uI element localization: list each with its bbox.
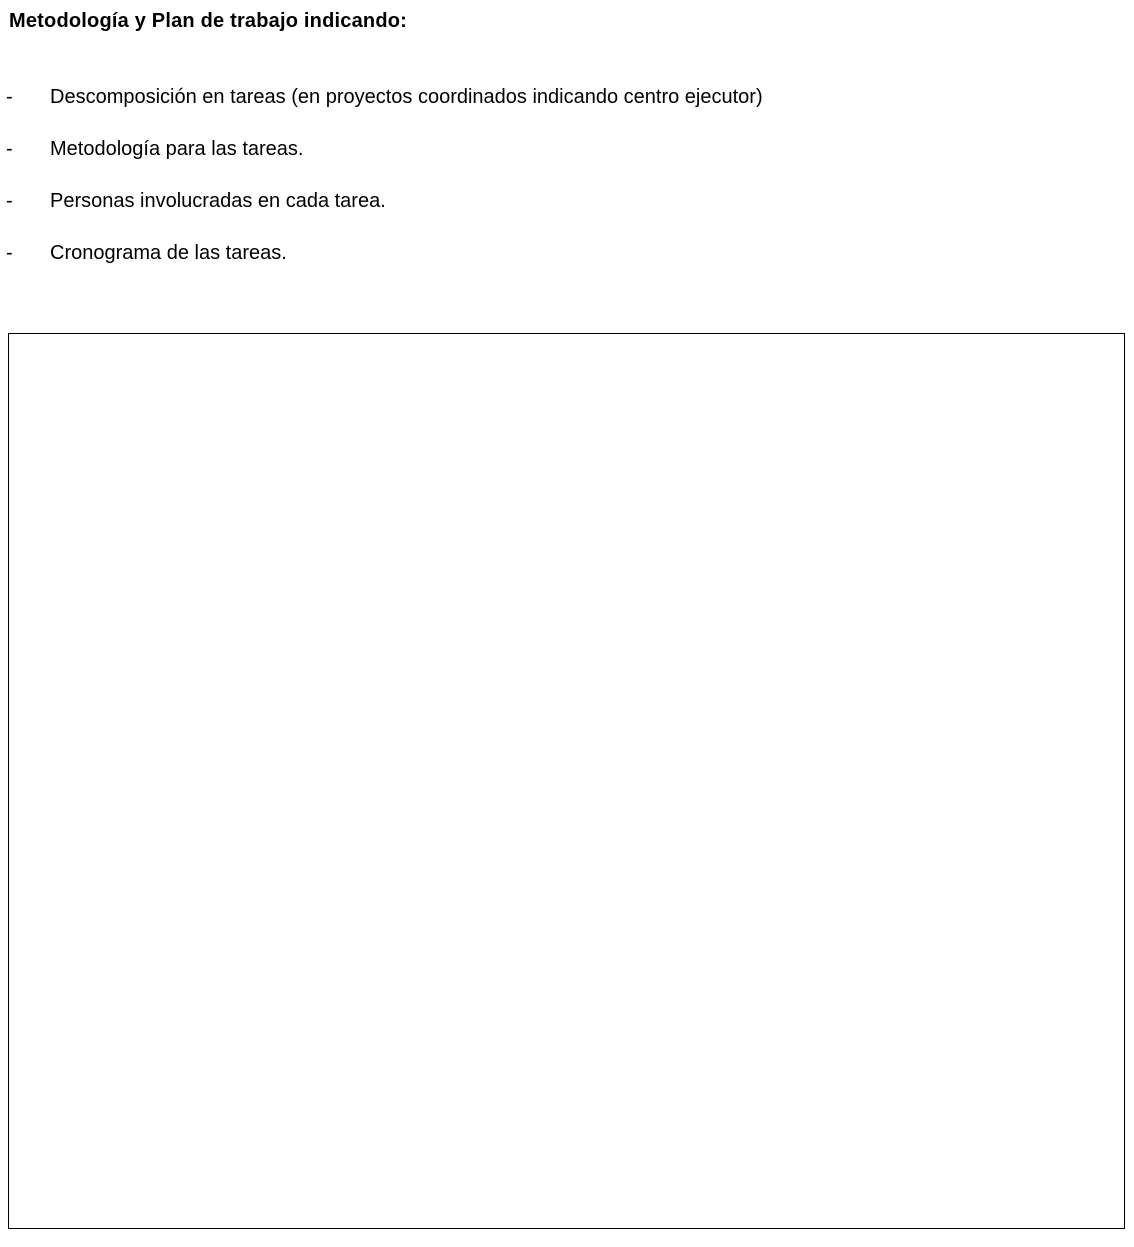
list-dash: - <box>6 138 13 160</box>
answer-box[interactable] <box>8 333 1125 1229</box>
list-item-text: Personas involucradas en cada tarea. <box>50 190 386 212</box>
list-item-text: Cronograma de las tareas. <box>50 242 287 264</box>
section-heading: Metodología y Plan de trabajo indicando: <box>9 10 408 32</box>
list-item-text: Metodología para las tareas. <box>50 138 304 160</box>
list-dash: - <box>6 190 13 212</box>
list-dash: - <box>6 242 13 264</box>
list-item-text: Descomposición en tareas (en proyectos coordinados indicando centro ejecutor) <box>50 86 763 108</box>
list-dash: - <box>6 86 13 108</box>
